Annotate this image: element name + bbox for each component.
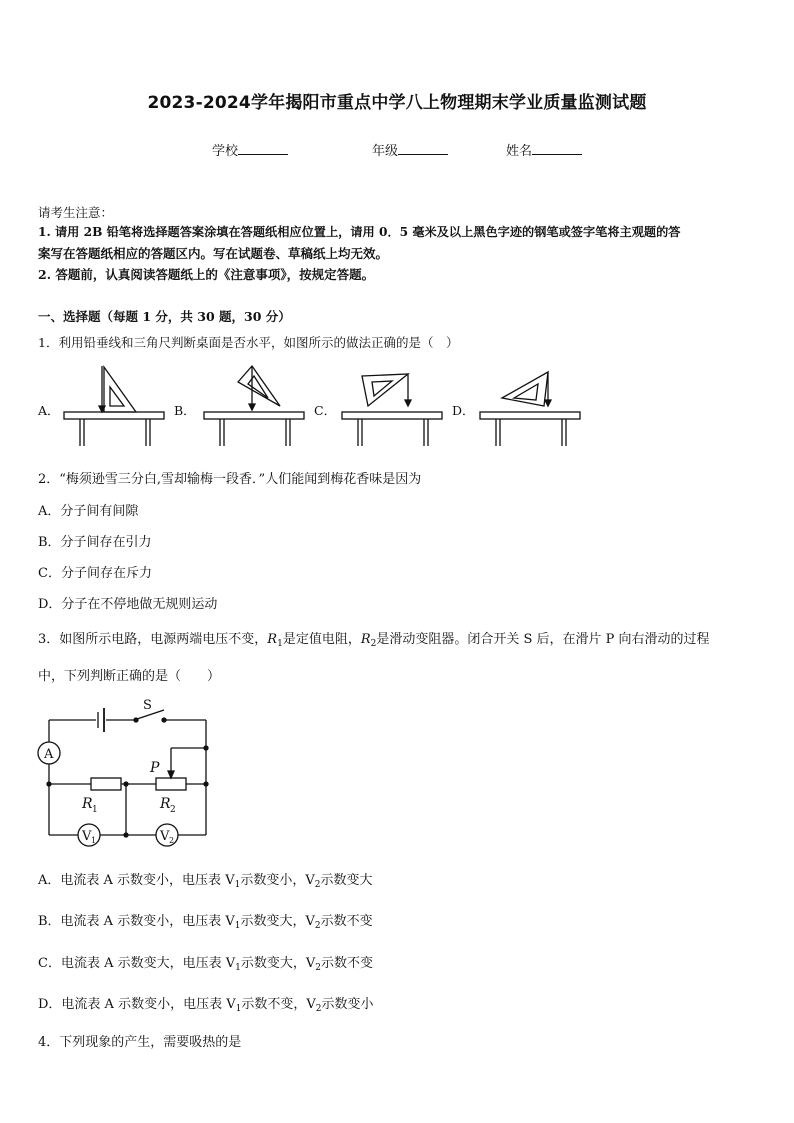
page-title: 2023-2024学年揭阳市重点中学八上物理期末学业质量监测试题 xyxy=(147,93,647,113)
circuit-v1-sub: 1 xyxy=(91,836,97,845)
q3-option-a xyxy=(38,869,372,890)
q3-stem-b: 是定值电阻， xyxy=(282,632,361,647)
q3-stem-line-1 xyxy=(38,628,710,649)
q3-d-v1-sub: 1 xyxy=(235,1004,242,1014)
q1-label-c: C． xyxy=(314,403,337,418)
q3-c-v1-sub: 1 xyxy=(235,963,241,973)
grade-label: 年级 xyxy=(372,144,399,159)
q3-a-v1-sub: 1 xyxy=(234,880,241,890)
circuit-r1-sub: 1 xyxy=(92,805,98,815)
q3-r2-sub: 2 xyxy=(370,639,377,649)
q3-c-pre: C．电流表 A 示数变大，电压表 xyxy=(38,956,226,971)
q3-b-post: 示数不变 xyxy=(320,914,373,929)
q1-figure-b xyxy=(202,362,307,448)
notice-line-2: 2. 答题前，认真阅读答题纸上的《注意事项》，按规定答题。 xyxy=(38,267,375,282)
q2-stem: 2．“梅须逊雪三分白,雪却输梅一段香．”人们能闻到梅花香味是因为 xyxy=(38,472,422,487)
q1-label-d: D． xyxy=(452,403,475,418)
q3-a-post: 示数变大 xyxy=(320,873,373,888)
q2-option-d: D．分子在不停地做无规则运动 xyxy=(38,597,218,612)
q3-option-d xyxy=(38,993,374,1014)
q3-a-v2: V xyxy=(305,873,315,888)
circuit-v2-sub: 2 xyxy=(169,836,175,845)
name-label: 姓名 xyxy=(506,144,533,159)
name-blank xyxy=(532,142,582,155)
q1-figure-d xyxy=(478,362,583,448)
q3-a-mid: 示数变小， xyxy=(240,873,306,888)
q1-stem: 1．利用铅垂线和三角尺判断桌面是否水平，如图所示的做法正确的是（ ） xyxy=(38,335,459,350)
q3-r1-sub: 1 xyxy=(277,639,283,649)
q1-label-a: A． xyxy=(38,403,60,418)
school-field xyxy=(212,140,288,159)
q3-circuit-diagram xyxy=(36,692,216,845)
circuit-r1-label: R xyxy=(82,796,93,812)
q3-b-v2-sub: 2 xyxy=(314,921,321,931)
q3-c-mid: 示数变大， xyxy=(240,956,306,971)
q3-a-v2-sub: 2 xyxy=(314,880,321,890)
q3-c-v1: V xyxy=(225,956,236,971)
circuit-switch-label: S xyxy=(143,698,152,713)
q3-d-mid: 示数不变， xyxy=(241,997,307,1012)
school-label: 学校 xyxy=(212,144,239,159)
grade-field xyxy=(372,140,448,159)
notice-heading: 请考生注意： xyxy=(38,205,114,220)
q3-b-v1-sub: 1 xyxy=(234,921,241,931)
circuit-ammeter-label: A xyxy=(44,747,54,762)
notice-line-1a: 1. 请用 2B 铅笔将选择题答案涂填在答题纸相应位置上，请用 0．5 毫米及以上黑色字迹的钢笔或签字笔将主观题的答 xyxy=(38,225,681,239)
circuit-r2-sub: 2 xyxy=(170,805,176,815)
q3-c-v2: V xyxy=(305,956,316,971)
name-field xyxy=(506,140,582,159)
q3-b-v2: V xyxy=(305,914,315,929)
grade-blank xyxy=(398,142,448,155)
q3-a-pre: A．电流表 A 示数变小，电压表 xyxy=(38,873,226,888)
circuit-r2-label: R xyxy=(160,796,171,812)
q3-d-v1: V xyxy=(226,997,236,1012)
q3-c-post: 示数不变 xyxy=(321,956,374,971)
q4-stem: 4．下列现象的产生，需要吸热的是 xyxy=(38,1035,242,1050)
circuit-v1-label: V xyxy=(82,829,92,844)
q1-label-b: B． xyxy=(174,403,196,418)
q3-option-b xyxy=(38,910,373,931)
q3-d-v2-sub: 2 xyxy=(315,1004,322,1014)
q3-r2: R xyxy=(360,632,371,647)
q3-stem-c: 是滑动变阻器。闭合开关 S 后，在滑片 P 向右滑动的过程 xyxy=(376,632,710,647)
q3-stem-a: 3．如图所示电路，电源两端电压不变， xyxy=(38,632,268,647)
q3-b-pre: B．电流表 A 示数变小，电压表 xyxy=(38,914,226,929)
q1-figure-a xyxy=(62,362,167,448)
q3-a-v1: V xyxy=(225,873,235,888)
q3-r1: R xyxy=(267,632,278,647)
circuit-slider-label: P xyxy=(150,760,160,776)
q3-b-v1: V xyxy=(225,914,235,929)
q3-stem-line-2: 中，下列判断正确的是（ ） xyxy=(38,669,221,684)
q3-c-v2-sub: 2 xyxy=(315,963,321,973)
q2-option-b: B．分子间存在引力 xyxy=(38,535,152,550)
school-blank xyxy=(238,142,288,155)
q3-option-c xyxy=(38,952,373,973)
q3-d-v2: V xyxy=(306,997,316,1012)
q1-figure-c xyxy=(340,362,445,448)
q2-option-a: A．分子间有间隙 xyxy=(38,504,139,519)
section-heading: 一、选择题（每题 1 分，共 30 题，30 分） xyxy=(38,309,291,324)
notice-line-1b: 案写在答题纸相应的答题区内。写在试题卷、草稿纸上均无效。 xyxy=(38,246,389,261)
q3-d-pre: D．电流表 A 示数变小，电压表 xyxy=(38,997,227,1012)
q2-option-c: C．分子间存在斥力 xyxy=(38,566,152,581)
q3-b-mid: 示数变大， xyxy=(240,914,306,929)
q3-d-post: 示数变小 xyxy=(321,997,374,1012)
circuit-v2-label: V xyxy=(160,829,170,844)
